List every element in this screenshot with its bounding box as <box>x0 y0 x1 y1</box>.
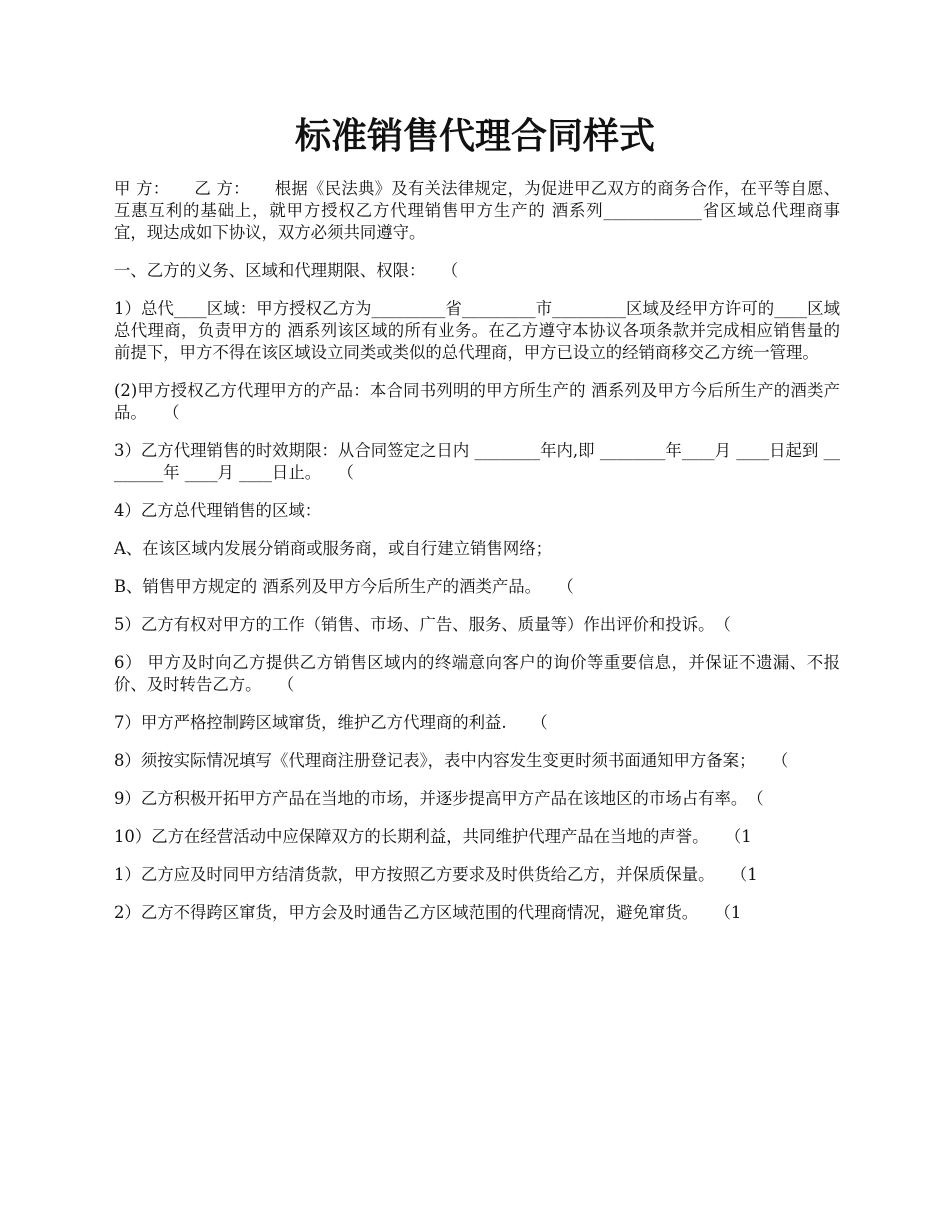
paragraph-clause-4: 4）乙方总代理销售的区域： <box>114 501 322 520</box>
paragraph-clause-1: 1）总代____区域：甲方授权乙方为_________省_________市_________区域及经甲方许可的____区域总代理商，负责甲方的 酒系列该区域的所有业务。在乙方遵守本协议各项条款并完成相应销售量的前提下，甲方不得在该区域设立同类或类似的总代理商，甲方已设立的经销商移交乙方统一管理。 <box>114 299 840 362</box>
paragraph-section-1: 一、乙方的义务、区域和代理期限、权限： （ <box>114 261 459 280</box>
paragraph-clause-8: 8）须按实际情况填写《代理商注册登记表》，表中内容发生变更时须书面通知甲方备案； （ <box>114 751 789 770</box>
document-title: 标准销售代理合同样式 <box>294 115 655 157</box>
paragraph-clause-9: 9）乙方积极开拓甲方产品在当地的市场，并逐步提高甲方产品在该地区的市场占有率。 （ <box>114 789 764 808</box>
paragraph-intro: 甲 方： 乙 方： 根据《民法典》及有关法律规定，为促进甲乙双方的商务合作，在平等自愿、互惠互利的基础上，就甲方授权乙方代理销售甲方生产的 酒系列____________省区域总代理商事宜，现达成如下协议，双方必须共同遵守。 <box>114 179 840 242</box>
paragraph-clause-4a: A、在该区域内发展分销商或服务商，或自行建立销售网络； <box>114 539 552 558</box>
paragraph-clause-12: 2）乙方不得跨区窜货，甲方会及时通告乙方区域范围的代理商情况，避免窜货。 （1 <box>114 903 742 922</box>
paragraph-clause-2: (2)甲方授权乙方代理甲方的产品：本合同书列明的甲方所生产的 酒系列及甲方今后所生产的酒类产品。 （ <box>114 381 840 422</box>
paragraph-clause-6: 6） 甲方及时向乙方提供乙方销售区域内的终端意向客户的询价等重要信息，并保证不遗漏、不报价、及时转告乙方。 （ <box>114 653 840 694</box>
paragraph-clause-5: 5）乙方有权对甲方的工作（销售、市场、广告、服务、质量等）作出评价和投诉。 （ <box>114 615 731 634</box>
paragraph-clause-3: 3）乙方代理销售的时效期限：从合同签定之日内 ________年内,即 ________年____月 ____日起到 ________年 ____月 ____日止。 （ <box>114 441 840 482</box>
paragraph-clause-11: 1）乙方应及时同甲方结清货款，甲方按照乙方要求及时供货给乙方，并保质保量。 （1 <box>114 865 758 884</box>
document-body <box>114 178 840 940</box>
paragraph-clause-4b: B、销售甲方规定的 酒系列及甲方今后所生产的酒类产品。 （ <box>114 577 574 596</box>
paragraph-clause-10: 10）乙方在经营活动中应保障双方的长期利益，共同维护代理产品在当地的声誉。 （1 <box>114 827 752 846</box>
paragraph-clause-7: 7）甲方严格控制跨区域窜货，维护乙方代理商的利益. （ <box>114 713 548 732</box>
